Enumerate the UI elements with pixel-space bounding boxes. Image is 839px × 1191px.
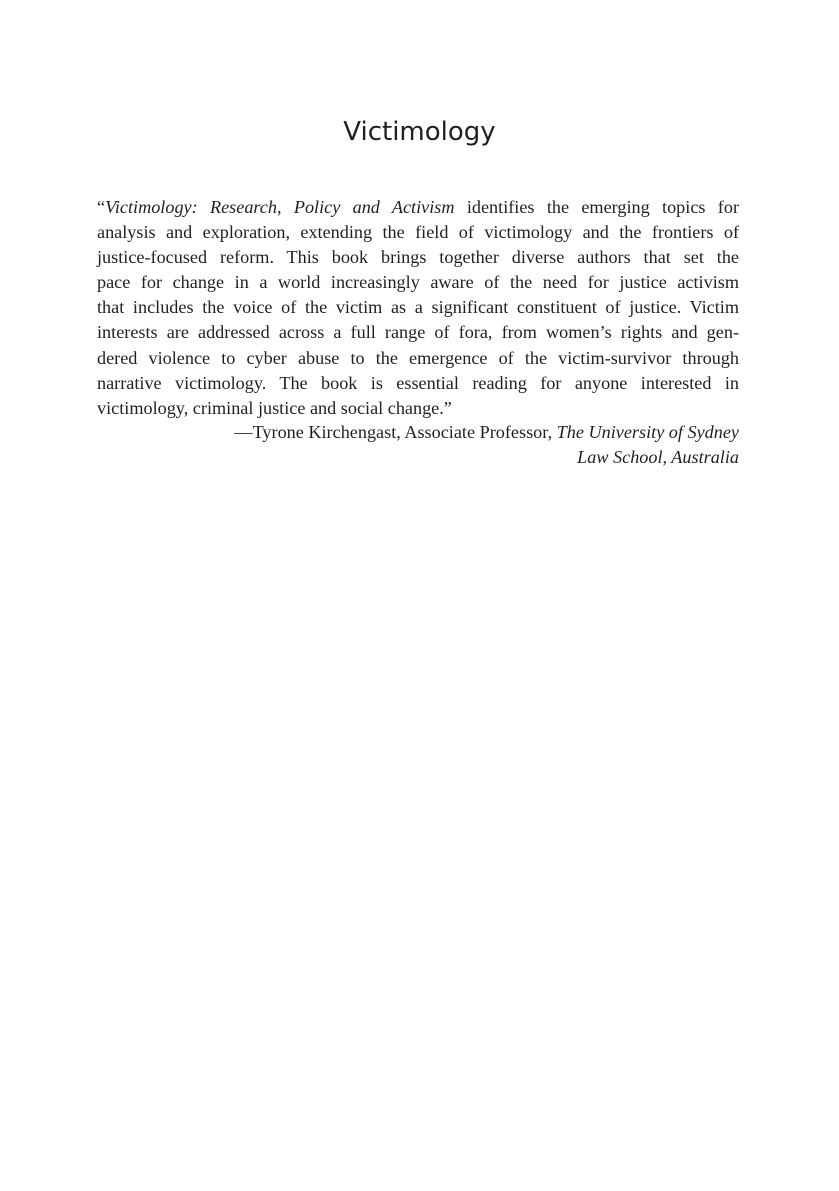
page-title: Victimology (343, 117, 496, 147)
attribution-institution: The University of Sydney (556, 422, 739, 442)
endorsement-attribution (97, 420, 739, 470)
attribution-institution: Law School, Australia (577, 447, 739, 468)
book-title: Victimology: Research, Policy and Activism (105, 197, 455, 217)
quote-line: justice-focused reform. This book brings together diverse authors that set the (97, 247, 739, 268)
open-quote-mark: “ (97, 197, 106, 217)
quote-line: dered violence to cyber abuse to the emergence of the victim-survivor through (97, 347, 739, 368)
quote-line: pace for change in a world increasingly aware of the need for justice activism (97, 272, 739, 293)
attribution-line (97, 420, 739, 445)
quote-line (97, 195, 739, 220)
endorsement-quote (97, 195, 739, 421)
quote-line: narrative victimology. The book is essential reading for anyone interested in (97, 372, 739, 393)
quote-line-text: identifies the emerging topics for (454, 197, 739, 217)
quote-line: that includes the voice of the victim as a significant constituent of justice. Victim (97, 297, 739, 318)
quote-line: victimology, criminal justice and social change.” (97, 397, 452, 418)
attribution-line (97, 445, 739, 470)
attribution-author: —Tyrone Kirchengast, Associate Professor, (234, 422, 557, 442)
quote-line: analysis and exploration, extending the field of victimology and the frontiers of (97, 222, 739, 243)
quote-line: interests are addressed across a full range of fora, from women’s rights and gen- (97, 322, 739, 343)
